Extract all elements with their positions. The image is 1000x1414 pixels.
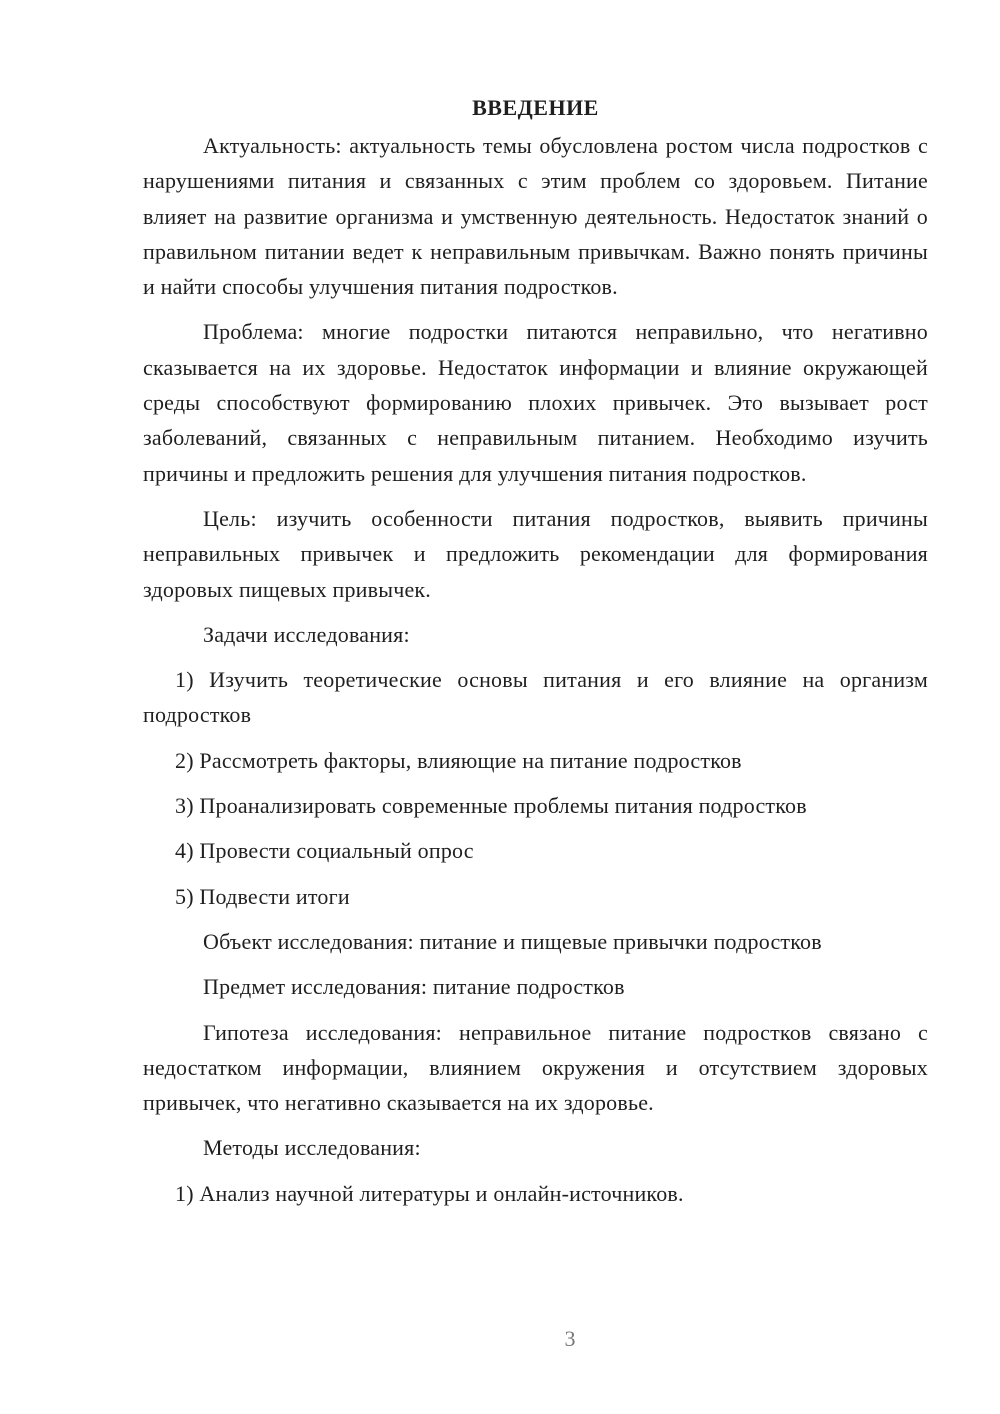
relevance-paragraph: Актуальность: актуальность темы обусловлена ростом числа подростков с нарушениями питания и связанных с этим проблем со здоровьем. Питание влияет на развитие организма и умственную деятельность. Недостаток знаний о правильном питании ведет к неправильным привычкам. Важно понять причины и найти способы улучшения питания подростков.	[143, 133, 928, 300]
document-body	[143, 90, 928, 1221]
task-item: 3) Проанализировать современные проблемы питания подростков	[175, 793, 807, 819]
page-number: 3	[564, 1326, 576, 1351]
tasks-heading: Задачи исследования:	[203, 621, 410, 647]
subject-paragraph: Предмет исследования: питание подростков	[203, 974, 625, 1000]
hypothesis-paragraph: Гипотеза исследования: неправильное питание подростков связано с недостатком информации, влиянием окружения и отсутствием здоровых привычек, что негативно сказывается на их здоровье.	[143, 1019, 928, 1116]
problem-paragraph: Проблема: многие подростки питаются неправильно, что негативно сказывается на их здоровье. Недостаток информации и влияние окружающей среды способствуют формированию плохих привычек. Это вызывает рост заболеваний, связанных с неправильным питанием. Необходимо изучить причины и предложить решения для улучшения питания подростков.	[143, 319, 928, 486]
tasks-list	[143, 662, 928, 914]
task-item: 4) Провести социальный опрос	[175, 838, 474, 864]
task-item: 1) Изучить теоретические основы питания и его влияние на организм подростков	[143, 667, 928, 728]
method-item: 1) Анализ научной литературы и онлайн-источников.	[175, 1180, 684, 1206]
page-title: ВВЕДЕНИЕ	[472, 95, 599, 120]
methods-heading: Методы исследования:	[203, 1135, 421, 1161]
goal-paragraph: Цель: изучить особенности питания подростков, выявить причины неправильных привычек и предложить рекомендации для формирования здоровых пищевых привычек.	[143, 505, 928, 602]
methods-list	[143, 1176, 928, 1211]
task-item: 5) Подвести итоги	[175, 883, 350, 909]
task-item: 2) Рассмотреть факторы, влияющие на питание подростков	[175, 747, 742, 773]
object-paragraph: Объект исследования: питание и пищевые привычки подростков	[203, 928, 822, 954]
